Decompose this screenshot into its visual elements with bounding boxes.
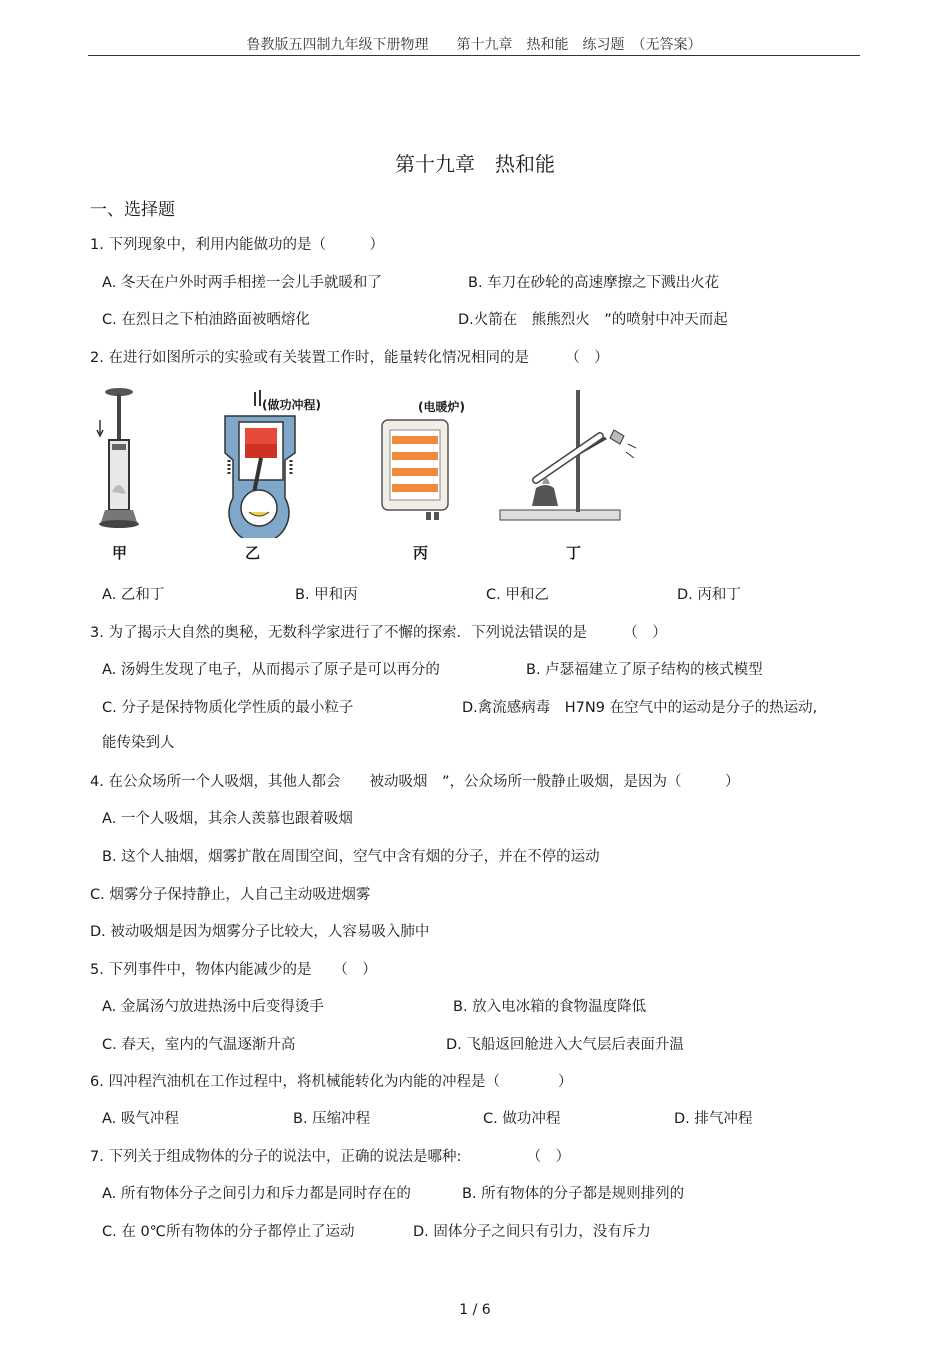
question-6-option-d: D. 排气冲程 bbox=[674, 1111, 753, 1127]
question-7-option-b: B. 所有物体的分子都是规则排列的 bbox=[462, 1186, 685, 1202]
question-5-option-b: B. 放入电冰箱的食物温度降低 bbox=[453, 999, 647, 1015]
page-header: 鲁教版五四制九年级下册物理 第十九章 热和能 练习题 （无答案） bbox=[246, 37, 702, 53]
question-4-option-b: B. 这个人抽烟，烟雾扩散在周围空间，空气中含有烟的分子，并在不停的运动 bbox=[102, 849, 600, 865]
fire-syringe-figure bbox=[92, 382, 152, 537]
question-3-option-a: A. 汤姆生发现了电子，从而揭示了原子是可以再分的 bbox=[102, 662, 440, 678]
question-7-option-c: C. 在 0℃所有物体的分子都停止了运动 bbox=[102, 1224, 355, 1240]
figure-label-bing: 丙 bbox=[413, 544, 429, 562]
chapter-title: 第十九章 热和能 bbox=[395, 152, 555, 176]
question-3-stem: 3. 为了揭示大自然的奥秘，无数科学家进行了不懈的探索．下列说法错误的是 （ ） bbox=[90, 625, 667, 641]
electric-heater-figure bbox=[370, 412, 460, 527]
question-5-stem: 5. 下列事件中，物体内能减少的是 （ ） bbox=[90, 962, 377, 978]
question-1-option-c: C. 在烈日之下柏油路面被晒熔化 bbox=[102, 312, 310, 328]
question-3-option-c: C. 分子是保持物质化学性质的最小粒子 bbox=[102, 700, 354, 716]
question-3-option-d-continued: 能传染到人 bbox=[102, 735, 175, 751]
question-2-option-b: B. 甲和丙 bbox=[295, 587, 358, 603]
figure-label-yi: 乙 bbox=[245, 544, 261, 562]
question-2-option-a: A. 乙和丁 bbox=[102, 587, 165, 603]
question-4-stem: 4. 在公众场所一个人吸烟，其他人都会 被动吸烟 ”，公众场所一般静止吸烟，是因为（ ） bbox=[90, 774, 740, 790]
question-2-option-c: C. 甲和乙 bbox=[486, 587, 549, 603]
test-tube-figure bbox=[496, 384, 646, 539]
question-3-option-b: B. 卢瑟福建立了原子结构的核式模型 bbox=[526, 662, 763, 678]
header-rule bbox=[88, 55, 860, 56]
question-6-option-b: B. 压缩冲程 bbox=[293, 1111, 371, 1127]
question-2-stem: 2. 在进行如图所示的实验或有关装置工作时，能量转化情况相同的是 （ ） bbox=[90, 350, 609, 366]
page-number: 1 / 6 bbox=[459, 1302, 491, 1318]
question-7-option-a: A. 所有物体分子之间引力和斥力都是同时存在的 bbox=[102, 1186, 411, 1202]
heater-caption: (电暖炉) bbox=[418, 400, 465, 414]
question-5-option-c: C. 春天，室内的气温逐渐升高 bbox=[102, 1037, 296, 1053]
figure-label-ding: 丁 bbox=[566, 544, 582, 562]
question-7-option-d: D. 固体分子之间只有引力，没有斥力 bbox=[413, 1224, 651, 1240]
question-3-option-d: D.禽流感病毒 H7N9 在空气中的运动是分子的热运动, bbox=[462, 700, 818, 716]
question-2-option-d: D. 丙和丁 bbox=[677, 587, 741, 603]
question-6-option-a: A. 吸气冲程 bbox=[102, 1111, 179, 1127]
question-6-option-c: C. 做功冲程 bbox=[483, 1111, 561, 1127]
figure-label-jia: 甲 bbox=[112, 544, 128, 562]
question-4-option-c: C. 烟雾分子保持静止，人自己主动吸进烟雾 bbox=[90, 887, 371, 903]
engine-stroke-figure bbox=[205, 388, 315, 538]
question-1-option-d: D.火箭在 熊熊烈火 ”的喷射中冲天而起 bbox=[458, 312, 728, 328]
question-1-stem: 1. 下列现象中，利用内能做功的是（ ） bbox=[90, 237, 384, 253]
question-1-option-b: B. 车刀在砂轮的高速摩擦之下溅出火花 bbox=[468, 275, 720, 291]
question-5-option-d: D. 飞船返回舱进入大气层后表面升温 bbox=[446, 1037, 684, 1053]
question-7-stem: 7. 下列关于组成物体的分子的说法中，正确的说法是哪种: （ ） bbox=[90, 1149, 571, 1165]
question-4-option-a: A. 一个人吸烟，其余人羡慕也跟着吸烟 bbox=[102, 811, 353, 827]
section-heading: 一、选择题 bbox=[90, 200, 175, 220]
question-6-stem: 6. 四冲程汽油机在工作过程中，将机械能转化为内能的冲程是（ ） bbox=[90, 1074, 573, 1090]
question-1-option-a: A. 冬天在户外时两手相搓一会儿手就暖和了 bbox=[102, 275, 382, 291]
question-4-option-d: D. 被动吸烟是因为烟雾分子比较大，人容易吸入肺中 bbox=[90, 924, 430, 940]
engine-caption: (做功冲程) bbox=[262, 398, 321, 412]
question-5-option-a: A. 金属汤勺放进热汤中后变得烫手 bbox=[102, 999, 324, 1015]
